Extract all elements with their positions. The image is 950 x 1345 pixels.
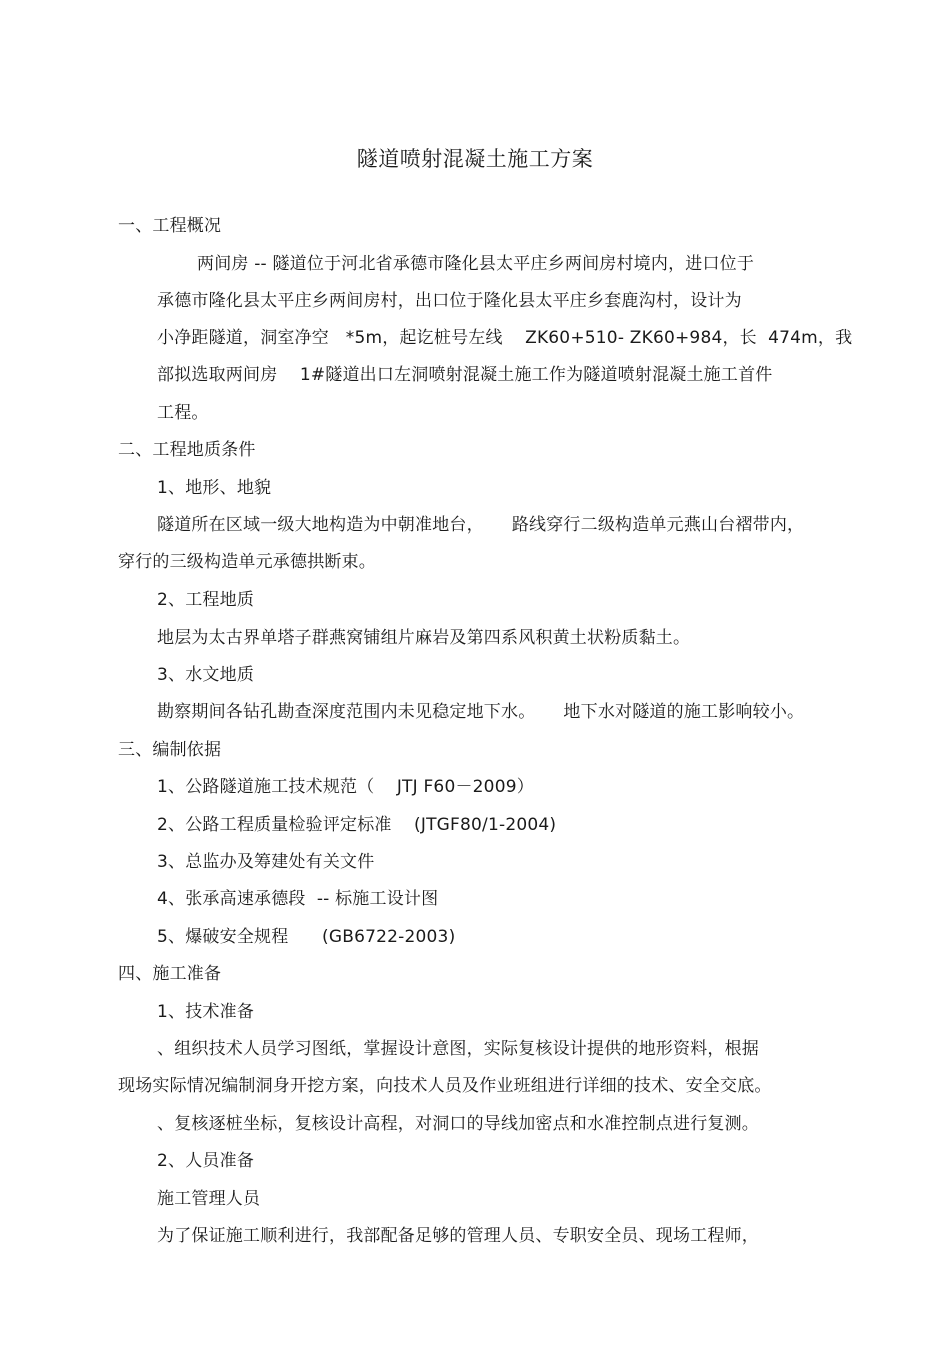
paragraph-line: 小净距隧道，洞室净空 *5m，起讫桩号左线 ZK60+510- ZK60+984，长 474m，我 bbox=[157, 328, 853, 348]
paragraph-line: 工程。 bbox=[157, 403, 209, 423]
subsection-heading-personnel-prep: 2、人员准备 bbox=[157, 1151, 255, 1171]
paragraph-line: 地层为太古界单塔子群燕窝铺组片麻岩及第四系风积黄土状粉质黏土。 bbox=[157, 628, 691, 648]
section-heading-overview: 一、工程概况 bbox=[118, 216, 222, 236]
subsection-heading-technical-prep: 1、技术准备 bbox=[157, 1002, 255, 1022]
list-item: 2、公路工程质量检验评定标准 (JTGF80/1-2004) bbox=[157, 815, 557, 835]
list-item: 1、公路隧道施工技术规范（ JTJ F60－2009） bbox=[157, 777, 534, 797]
paragraph-line: 穿行的三级构造单元承德拱断束。 bbox=[118, 552, 376, 572]
list-item: 5、爆破安全规程 (GB6722-2003) bbox=[157, 927, 456, 947]
list-item: 3、总监办及筹建处有关文件 bbox=[157, 852, 375, 872]
paragraph-line: 隧道所在区域一级大地构造为中朝准地台， 路线穿行二级构造单元燕山台褶带内， bbox=[157, 515, 805, 535]
paragraph-line: 、组织技术人员学习图纸，掌握设计意图，实际复核设计提供的地形资料，根据 bbox=[157, 1039, 759, 1059]
subsection-heading-hydrology: 3、水文地质 bbox=[157, 665, 255, 685]
paragraph-line: 部拟选取两间房 1#隧道出口左洞喷射混凝土施工作为隧道喷射混凝土施工首件 bbox=[157, 365, 773, 385]
section-heading-preparation: 四、施工准备 bbox=[118, 964, 222, 984]
paragraph-line: 承德市隆化县太平庄乡两间房村，出口位于隆化县太平庄乡套鹿沟村，设计为 bbox=[157, 291, 742, 311]
paragraph-line: 为了保证施工顺利进行，我部配备足够的管理人员、专职安全员、现场工程师， bbox=[157, 1226, 759, 1246]
paragraph-line: 勘察期间各钻孔勘查深度范围内未见稳定地下水。 地下水对隧道的施工影响较小。 bbox=[157, 702, 805, 722]
subsection-heading-engineering-geology: 2、工程地质 bbox=[157, 590, 255, 610]
paragraph-line: 、复核逐桩坐标，复核设计高程，对洞口的导线加密点和水准控制点进行复测。 bbox=[157, 1114, 759, 1134]
paragraph-line: 两间房 -- 隧道位于河北省承德市隆化县太平庄乡两间房村境内，进口位于 bbox=[197, 254, 755, 274]
list-item: 4、张承高速承德段 -- 标施工设计图 bbox=[157, 889, 439, 909]
document-title: 隧道喷射混凝土施工方案 bbox=[356, 147, 594, 171]
subsection-heading-terrain: 1、地形、地貌 bbox=[157, 478, 272, 498]
section-heading-basis: 三、编制依据 bbox=[118, 740, 222, 760]
paragraph-line: 施工管理人员 bbox=[157, 1189, 261, 1209]
section-heading-geology: 二、工程地质条件 bbox=[118, 440, 256, 460]
paragraph-line: 现场实际情况编制洞身开挖方案，向技术人员及作业班组进行详细的技术、安全交底。 bbox=[118, 1076, 772, 1096]
